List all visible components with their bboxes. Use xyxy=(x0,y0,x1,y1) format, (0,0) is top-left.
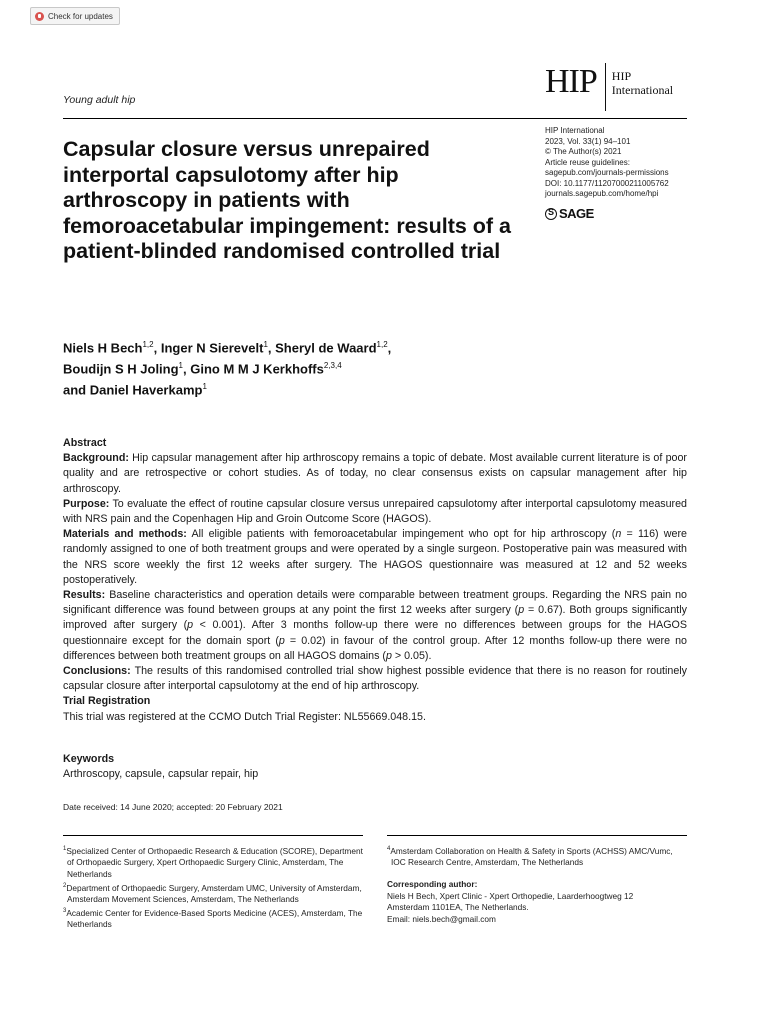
affiliations-right xyxy=(387,844,687,869)
abstract-methods: Materials and methods: All eligible patients with femoroacetabular impingement who opt for hip arthroscopy (n = 116) were randomly assigned to one of both treatment groups and were operated by a single surgeon. Postoperative pain was measured with the NRS score weekly the first 12 weeks after surgery. The HAGOS questionnaire was measured at 12 and 52 weeks postoperatively. xyxy=(63,528,687,586)
article-title: Capsular closure versus unrepaired interportal capsulotomy after hip arthroscopy in patients with femoroacetabular impingement: results of a patient-blinded randomised controlled trial xyxy=(63,137,512,263)
abstract-background: Background: Hip capsular management after hip arthroscopy remains a topic of debate. Most available current literature is of poor quality and are retrospective or cohort studies. As of today, no clear consensus exists on capsular management after hip arthroscopy. xyxy=(63,452,687,495)
author: and Daniel Haverkamp xyxy=(63,381,203,397)
author-list: Niels H Bech$^{1,2}$, Inger N Sierevelt$^1$, Sheryl de Waard$^{1,2}$, Boudijn S H Joling$^1$, Gino M M J Kerkhoffs$^{2,3,4}$ and Daniel Haverkamp$^1$ xyxy=(63,340,392,397)
affiliations-left xyxy=(63,844,363,930)
copyright: © The Author(s) 2021 xyxy=(545,147,622,156)
section-label: Young adult hip xyxy=(63,94,136,106)
journal-logo-abbr: HIP xyxy=(545,63,597,100)
affiliation: $^3$Academic Center for Evidence-Based Sports Medicine (ACES), Amsterdam, The Netherlands xyxy=(63,907,363,929)
author: Inger N Sierevelt xyxy=(160,340,264,356)
author: Boudijn S H Joling xyxy=(63,361,179,377)
journal-logo-name: HIP International xyxy=(611,69,674,97)
abstract-heading: Abstract xyxy=(63,437,107,449)
affiliation: $^1$Specialized Center of Orthopaedic Research & Education (SCORE), Department of Orthopaedic Surgery, Xpert Orthopaedic Surgery Clinic, Amsterdam, The Netherlands xyxy=(63,845,363,879)
affiliation: $^4$Amsterdam Collaboration on Health & Safety in Sports (ACHSS) AMC/Vumc, IOC Research Centre, Amsterdam, The Netherlands xyxy=(387,845,673,868)
footnote-rule-right xyxy=(387,835,687,836)
sage-icon xyxy=(545,208,557,220)
abstract xyxy=(63,436,687,725)
received-dates: Date received: 14 June 2020; accepted: 20 February 2021 xyxy=(63,802,283,812)
keywords-text: Arthroscopy, capsule, capsular repair, hip xyxy=(63,768,259,780)
keywords-heading: Keywords xyxy=(63,753,115,765)
update-icon xyxy=(35,12,44,21)
journal-info xyxy=(545,126,695,200)
reuse-label: Article reuse guidelines: xyxy=(545,157,630,167)
footnote-rule-left xyxy=(63,835,363,836)
journal-volume: 2023, Vol. 33(1) 94–101 xyxy=(545,136,631,146)
check-for-updates-badge[interactable] xyxy=(30,7,120,25)
corresponding-name: Niels H Bech, Xpert Clinic - Xpert Orthopedie, Laarderhoogtweg 12 xyxy=(387,890,634,901)
author: Niels H Bech xyxy=(63,340,143,356)
doi[interactable]: DOI: 10.1177/11207000211005762 xyxy=(545,178,669,188)
corresponding-email[interactable]: Email: niels.bech@gmail.com xyxy=(387,913,496,924)
check-for-updates-label: Check for updates xyxy=(48,11,113,21)
abstract-conclusions: Conclusions: The results of this randomised controlled trial show highest possible evidence that there is no reason for routinely capsular closure after interportal capsulotomy at the end of hip arthroscopy. xyxy=(63,665,687,693)
journal-logo xyxy=(545,63,673,111)
logo-divider xyxy=(605,63,606,111)
journal-home-link[interactable]: journals.sagepub.com/home/hpi xyxy=(545,189,659,198)
trial-registration: This trial was registered at the CCMO Dutch Trial Register: NL55669.048.15. xyxy=(63,710,426,723)
corresponding-author xyxy=(387,879,687,925)
author: Sheryl de Waard xyxy=(275,340,377,356)
abstract-results: Results: Baseline characteristics and operation details were comparable between treatment groups. Regarding the NRS pain no significant difference was found between groups at any point the first 12 weeks after surgery (p = 0.67). Both groups significantly improved after surgery (p < 0.001). After 3 months follow-up there were no differences between groups for the HAGOS questionnaire except for the domain sport (p = 0.02) in favour of the control group. After 12 months follow-up there were no differences between both treatment groups on all HAGOS domains (p > 0.05). xyxy=(63,589,688,662)
abstract-purpose: Purpose: To evaluate the effect of routine capsular closure versus unrepaired capsulotomy after interportal capsulotomy measured with NRS pain and the Copenhagen Hip and Groin Outcome Score (HAGOS). xyxy=(63,497,688,526)
keywords xyxy=(63,752,687,782)
header-rule xyxy=(63,118,687,119)
affiliation: $^2$Department of Orthopaedic Surgery, Amsterdam UMC, University of Amsterdam, Amsterdam Movement Sciences, Amsterdam, The Netherlands xyxy=(63,882,362,904)
permissions-link[interactable]: sagepub.com/journals-permissions xyxy=(545,168,669,177)
publisher-name: SAGE xyxy=(559,206,594,221)
corresponding-heading: Corresponding author: xyxy=(387,879,478,889)
publisher-logo xyxy=(545,206,594,221)
journal-name: HIP International xyxy=(545,126,605,135)
corresponding-address: Amsterdam 1101EA, The Netherlands. xyxy=(387,902,529,913)
author: Gino M M J Kerkhoffs xyxy=(190,361,324,377)
trial-registration-heading: Trial Registration xyxy=(63,695,151,708)
